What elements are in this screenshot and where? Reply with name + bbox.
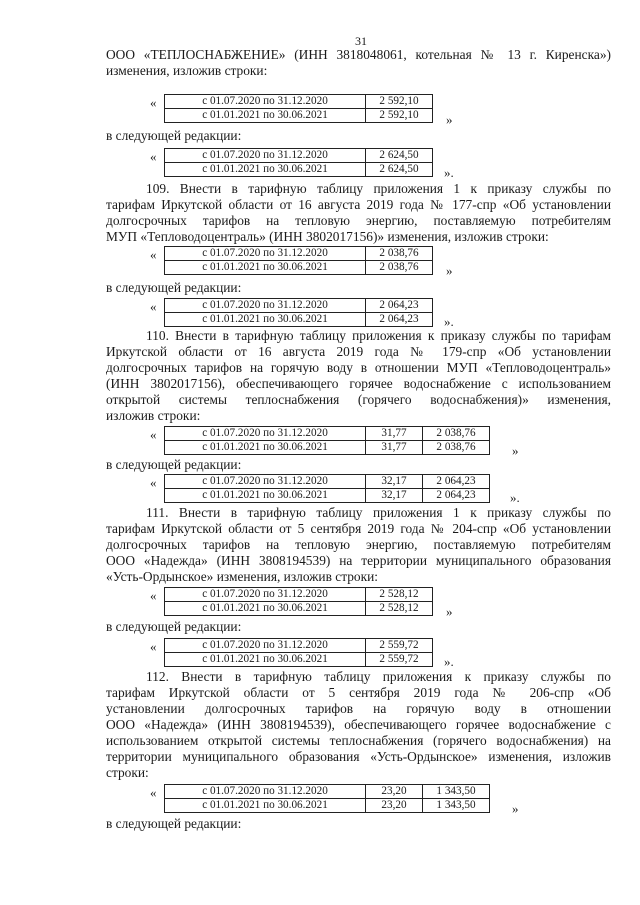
value-cell: 23,20: [366, 785, 423, 799]
close-quote: ».: [444, 165, 454, 180]
table-row: [165, 149, 433, 163]
new-edition-label: в следующей редакции:: [106, 619, 242, 634]
item-109-line-3: долгосрочных тарифов на тепловую энергию, поставляемую потребителям: [106, 213, 611, 228]
new-edition-label: в следующей редакции:: [106, 816, 242, 831]
period-cell: с 01.07.2020 по 31.12.2020: [165, 427, 366, 441]
period-cell: с 01.01.2021 по 30.06.2021: [165, 653, 366, 667]
period-cell: с 01.07.2020 по 31.12.2020: [165, 475, 366, 489]
tariff-table-3-new: [164, 474, 490, 503]
tariff-table-2-new: [164, 298, 433, 327]
item-111-line-5: «Усть-Ордынское» изменения, изложив строки:: [106, 569, 379, 584]
new-edition-label: в следующей редакции:: [106, 457, 242, 472]
table-row: [165, 475, 490, 489]
table-row: [165, 799, 490, 813]
tariff-table-4-old: [164, 587, 433, 616]
open-quote: «: [150, 639, 157, 654]
new-edition-label: в следующей редакции:: [106, 128, 242, 143]
period-cell: с 01.01.2021 по 30.06.2021: [165, 163, 366, 177]
value-cell: 2 624,50: [366, 149, 433, 163]
open-quote: «: [150, 785, 157, 800]
item-111-line-3: долгосрочных тарифов на тепловую энергию, поставляемую потребителям: [106, 537, 611, 552]
value-cell: 2 559,72: [366, 653, 433, 667]
value-cell: 2 064,23: [423, 475, 490, 489]
tariff-table-5-old: [164, 784, 490, 813]
table-row: [165, 489, 490, 503]
tariff-table-1-new: [164, 148, 433, 177]
table-row: [165, 602, 433, 616]
open-quote: «: [150, 95, 157, 110]
value-cell: 2 038,76: [366, 261, 433, 275]
item-110-line-4: (ИНН 3802017156), обеспечивающего горячее водоснабжение с использованием: [106, 376, 611, 391]
item-110-line-3: долгосрочных тарифов на горячую воду в отношении МУП «Тепловодоцентраль»: [106, 360, 611, 375]
value-cell: 2 592,10: [366, 95, 433, 109]
value-cell: 32,17: [366, 489, 423, 503]
table-row: [165, 588, 433, 602]
tariff-table-3-old: [164, 426, 490, 455]
item-112-line-2: тарифам Иркутской области от 5 сентября 2019 года № 206-спр «Об: [106, 685, 611, 700]
item-109-line-2: тарифам Иркутской области от 16 августа 2019 года № 177-спр «Об установлении: [106, 197, 611, 212]
period-cell: с 01.01.2021 по 30.06.2021: [165, 602, 366, 616]
item-112-line-4: ООО «Надежда» (ИНН 3808194539), обеспечивающего горячее водоснабжение с: [106, 717, 611, 732]
value-cell: 2 038,76: [366, 247, 433, 261]
item-112-line-6: территории муниципального образования «Усть-Ордынское» изменения, изложив: [106, 749, 611, 764]
table-row: [165, 441, 490, 455]
period-cell: с 01.07.2020 по 31.12.2020: [165, 785, 366, 799]
close-quote: »: [512, 443, 519, 458]
item-112-line-3: установлении долгосрочных тарифов на горячую воду в отношении: [106, 701, 611, 716]
close-quote: »: [512, 801, 519, 816]
period-cell: с 01.07.2020 по 31.12.2020: [165, 149, 366, 163]
value-cell: 1 343,50: [423, 799, 490, 813]
close-quote: »: [446, 112, 453, 127]
table-row: [165, 261, 433, 275]
close-quote: ».: [444, 654, 454, 669]
item-112-line-5: использованием открытой системы теплоснабжения (горячего водоснабжения) на: [106, 733, 611, 748]
item-110-line-1: 110. Внести в тарифную таблицу приложения к приказу службы по тарифам: [146, 328, 611, 343]
item-109-line-4: МУП «Тепловодоцентраль» (ИНН 3802017156)» изменения, изложив строки:: [106, 229, 549, 244]
close-quote: ».: [444, 314, 454, 329]
value-cell: 1 343,50: [423, 785, 490, 799]
table-row: [165, 163, 433, 177]
period-cell: с 01.07.2020 по 31.12.2020: [165, 247, 366, 261]
value-cell: 2 064,23: [366, 299, 433, 313]
table-row: [165, 653, 433, 667]
table-row: [165, 109, 433, 123]
period-cell: с 01.01.2021 по 30.06.2021: [165, 799, 366, 813]
open-quote: «: [150, 475, 157, 490]
period-cell: с 01.07.2020 по 31.12.2020: [165, 299, 366, 313]
table-row: [165, 639, 433, 653]
item-109-line-1: 109. Внести в тарифную таблицу приложения 1 к приказу службы по: [146, 181, 611, 196]
intro-line-2: изменения, изложив строки:: [106, 63, 268, 78]
period-cell: с 01.07.2020 по 31.12.2020: [165, 639, 366, 653]
new-edition-label: в следующей редакции:: [106, 280, 242, 295]
value-cell: 2 064,23: [366, 313, 433, 327]
period-cell: с 01.01.2021 по 30.06.2021: [165, 489, 366, 503]
period-cell: с 01.01.2021 по 30.06.2021: [165, 261, 366, 275]
table-row: [165, 427, 490, 441]
period-cell: с 01.07.2020 по 31.12.2020: [165, 588, 366, 602]
open-quote: «: [150, 299, 157, 314]
table-row: [165, 313, 433, 327]
value-cell: 2 528,12: [366, 588, 433, 602]
tariff-table-2-old: [164, 246, 433, 275]
value-cell: 31,77: [366, 427, 423, 441]
value-cell: 2 528,12: [366, 602, 433, 616]
item-112-line-7: строки:: [106, 765, 149, 780]
value-cell: 2 592,10: [366, 109, 433, 123]
value-cell: 2 038,76: [423, 427, 490, 441]
period-cell: с 01.01.2021 по 30.06.2021: [165, 313, 366, 327]
tariff-table-4-new: [164, 638, 433, 667]
item-111-line-4: ООО «Надежда» (ИНН 3808194539) на территории муниципального образования: [106, 553, 611, 568]
value-cell: 32,17: [366, 475, 423, 489]
tariff-table-1-old: [164, 94, 433, 123]
close-quote: »: [446, 263, 453, 278]
close-quote: »: [446, 604, 453, 619]
item-111-line-1: 111. Внести в тарифную таблицу приложения 1 к приказу службы по: [146, 505, 611, 520]
open-quote: «: [150, 247, 157, 262]
open-quote: «: [150, 588, 157, 603]
open-quote: «: [150, 149, 157, 164]
period-cell: с 01.01.2021 по 30.06.2021: [165, 109, 366, 123]
value-cell: 31,77: [366, 441, 423, 455]
value-cell: 2 559,72: [366, 639, 433, 653]
item-110-line-6: изложив строки:: [106, 408, 201, 423]
table-row: [165, 247, 433, 261]
value-cell: 2 038,76: [423, 441, 490, 455]
table-row: [165, 95, 433, 109]
table-row: [165, 785, 490, 799]
item-112-line-1: 112. Внести в тарифную таблицу приложения к приказу службы по: [146, 669, 611, 684]
value-cell: 2 064,23: [423, 489, 490, 503]
item-110-line-5: открытой системы теплоснабжения (горячего водоснабжения)» изменения,: [106, 392, 611, 407]
item-111-line-2: тарифам Иркутской области от 5 сентября 2019 года № 204-спр «Об установлении: [106, 521, 611, 536]
intro-line-1: ООО «ТЕПЛОСНАБЖЕНИЕ» (ИНН 3818048061, котельная № 13 г. Киренска»): [106, 47, 611, 62]
value-cell: 23,20: [366, 799, 423, 813]
period-cell: с 01.01.2021 по 30.06.2021: [165, 441, 366, 455]
period-cell: с 01.07.2020 по 31.12.2020: [165, 95, 366, 109]
value-cell: 2 624,50: [366, 163, 433, 177]
close-quote: ».: [510, 490, 520, 505]
page-number: 31: [355, 34, 367, 48]
open-quote: «: [150, 427, 157, 442]
table-row: [165, 299, 433, 313]
item-110-line-2: Иркутской области от 16 августа 2019 года № 179-спр «Об установлении: [106, 344, 611, 359]
